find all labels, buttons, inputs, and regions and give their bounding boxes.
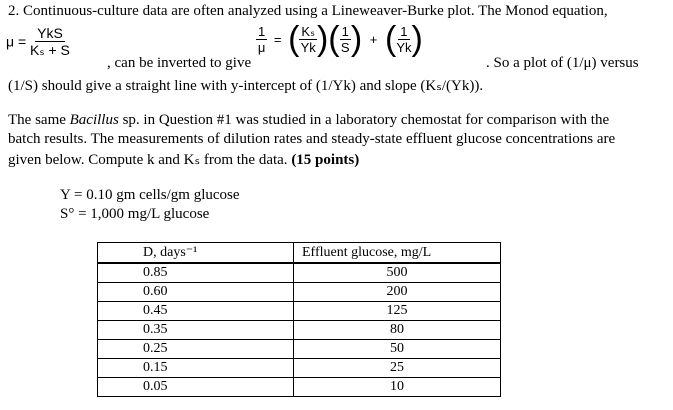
cell-dilution: 0.05 xyxy=(98,378,294,397)
table-row xyxy=(98,340,501,359)
line2-tail: . So a plot of (1/μ) versus xyxy=(486,55,639,71)
cell-glucose: 80 xyxy=(294,321,501,340)
table-row xyxy=(98,321,501,340)
paren-open-3: ( xyxy=(385,20,397,58)
para2-italic: Bacillus xyxy=(69,112,119,128)
inv-yk-num: 1 xyxy=(400,23,408,39)
cell-dilution: 0.60 xyxy=(98,283,294,302)
inv-ks-fraction xyxy=(299,25,317,54)
cell-dilution: 0.25 xyxy=(98,340,294,359)
cell-glucose: 125 xyxy=(294,302,501,321)
monod-fraction xyxy=(30,26,70,57)
question-line-3: (1/S) should give a straight line with y-intercept of (1/Yk) and slope (Kₛ/(Yk)). xyxy=(8,78,484,94)
inv-s-fraction xyxy=(340,25,351,54)
inv-yk-fraction xyxy=(396,25,411,54)
cell-dilution: 0.35 xyxy=(98,321,294,340)
paren-close-2: ) xyxy=(350,20,363,58)
cell-dilution: 0.15 xyxy=(98,359,294,378)
inv-s-num: 1 xyxy=(341,23,349,39)
cell-glucose: 10 xyxy=(294,378,501,397)
cell-glucose: 200 xyxy=(294,283,501,302)
paren-close-3: ) xyxy=(411,20,423,58)
monod-lhs: μ = xyxy=(6,33,27,50)
paren-close-1: ) xyxy=(316,20,329,58)
header-glucose: Effluent glucose, mg/L xyxy=(294,243,501,264)
cell-dilution: 0.85 xyxy=(98,263,294,283)
inv-plus: + xyxy=(369,31,378,47)
inv-ks-den: Yk xyxy=(300,39,316,55)
paren-open-1: ( xyxy=(288,20,300,58)
given-s0: S° = 1,000 mg/L glucose xyxy=(60,206,210,222)
points-label: (15 points) xyxy=(291,152,360,168)
monod-denominator: Kₛ + S xyxy=(30,42,70,58)
monod-numerator: YkS xyxy=(37,25,63,41)
inverted-equation xyxy=(256,22,423,56)
inv-ks-num: Kₛ xyxy=(301,23,315,39)
para2-pre: The same xyxy=(8,112,70,128)
monod-equation xyxy=(6,26,70,57)
cell-dilution: 0.45 xyxy=(98,302,294,321)
para2-line-3 xyxy=(8,150,359,169)
inv-lhs-den: μ xyxy=(257,39,266,55)
inv-equals: = xyxy=(273,31,282,47)
para2-line-1 xyxy=(8,112,609,129)
header-dilution: D, days⁻¹ xyxy=(98,243,294,264)
inverted-text: , can be inverted to give xyxy=(107,55,252,71)
table-row xyxy=(98,263,501,283)
paren-open-2: ( xyxy=(328,20,340,58)
table-header-row xyxy=(98,243,501,264)
given-yield: Y = 0.10 gm cells/gm glucose xyxy=(60,187,240,203)
para2-line3-text: given below. Compute k and Kₛ from the data. xyxy=(8,152,288,168)
cell-glucose: 500 xyxy=(294,263,501,283)
table-row xyxy=(98,302,501,321)
cell-glucose: 50 xyxy=(294,340,501,359)
inv-lhs-num: 1 xyxy=(258,23,266,39)
table-row xyxy=(98,359,501,378)
cell-glucose: 25 xyxy=(294,359,501,378)
inv-yk-den: Yk xyxy=(396,39,412,55)
para2-post: sp. in Question #1 was studied in a laboratory chemostat for comparison with the xyxy=(118,112,610,128)
para2-line-2: batch results. The measurements of dilution rates and steady-state effluent glucose concentrations are xyxy=(8,131,616,147)
question-line-1: 2. Continuous-culture data are often analyzed using a Lineweaver-Burke plot. The Monod equation, xyxy=(8,3,608,19)
table-row xyxy=(98,283,501,302)
inv-s-den: S xyxy=(340,39,350,55)
data-table xyxy=(97,242,501,397)
table-row xyxy=(98,378,501,397)
inv-lhs-fraction xyxy=(256,25,267,54)
